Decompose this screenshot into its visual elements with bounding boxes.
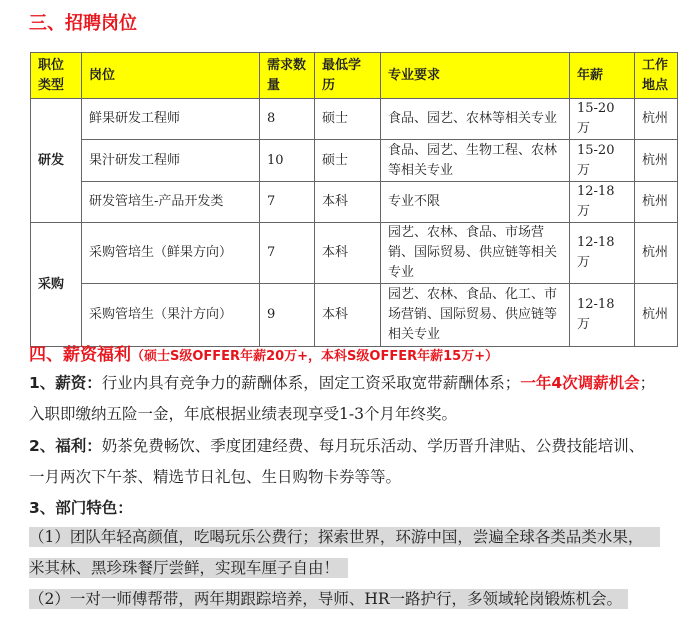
welfare-label: 2、福利： [29,437,102,455]
header-cell: 岗位 [82,53,260,99]
section-title-benefits [29,340,498,365]
table-row [31,182,678,223]
table-cell: 8 [260,99,315,140]
table-cell: 采购管培生（鲜果方向） [82,223,260,284]
header-cell: 工作地点 [635,53,678,99]
welfare-paragraph [29,434,644,456]
table-cell: 本科 [315,182,381,223]
table-cell: 杭州 [635,140,678,182]
table-cell: 10 [260,140,315,182]
table-cell: 本科 [315,223,381,284]
table-cell: 硕士 [315,99,381,140]
table-row [31,223,678,284]
table-cell: 15-20 万 [570,140,635,182]
table-row [31,99,678,140]
table-cell: 食品、园艺、生物工程、农林等相关专业 [381,140,570,182]
dept-feature-2: （2）一对一师傅帮带，两年期跟踪培养，导师、HR一路护行，多领域轮岗锻炼机会。 [29,589,628,609]
table-cell: 专业不限 [381,182,570,223]
dept-feature-1a: （1）团队年轻高颜值，吃喝玩乐公费行；探索世界，环游中国，尝遍全球各类品类水果， [29,527,660,547]
header-cell: 需求数量 [260,53,315,99]
table-cell: 硕士 [315,140,381,182]
category-cell: 研发 [31,99,82,223]
table-cell: 食品、园艺、农林等相关专业 [381,99,570,140]
table-cell: 12-18 万 [570,182,635,223]
header-cell: 职位类型 [31,53,82,99]
table-cell: 研发管培生-产品开发类 [82,182,260,223]
table-cell: 12-18 万 [570,284,635,347]
header-cell: 专业要求 [381,53,570,99]
table-row [31,140,678,182]
salary-paragraph [29,371,655,393]
welfare-line2: 一月两次下午茶、精选节日礼包、生日购物卡券等等。 [29,468,402,486]
table-row [31,284,678,347]
table-cell: 杭州 [635,284,678,347]
table-cell: 12-18 万 [570,223,635,284]
table-cell: 园艺、农林、食品、市场营销、国际贸易、供应链等相关专业 [381,223,570,284]
salary-highlight: 一年4次调薪机会 [520,374,640,392]
table-cell: 果汁研发工程师 [82,140,260,182]
salary-label: 1、薪资： [29,374,102,392]
table-cell: 杭州 [635,99,678,140]
table-cell: 杭州 [635,223,678,284]
salary-text: 行业内具有竞争力的薪酬体系，固定工资采取宽带薪酬体系； [101,374,521,392]
table-cell: 杭州 [635,182,678,223]
table-cell: 9 [260,284,315,347]
table-cell: 鲜果研发工程师 [82,99,260,140]
header-cell: 最低学历 [315,53,381,99]
table-cell: 7 [260,223,315,284]
benefits-subtitle: （硕士S级OFFER年薪20万+，本科S级OFFER年薪15万+） [131,349,499,364]
table-cell: 本科 [315,284,381,347]
welfare-text: 奶茶免费畅饮、季度团建经费、每月玩乐活动、学历晋升津贴、公费技能培训、 [101,437,645,455]
benefits-title: 四、薪资福利 [29,345,131,365]
table-cell: 园艺、农林、食品、化工、市场营销、国际贸易、供应链等相关专业 [381,284,570,347]
section-title-positions: 三、招聘岗位 [29,13,137,34]
dept-label: 3、部门特色： [29,499,133,517]
dept-feature-1b: 米其林、黑珍珠餐厅尝鲜，实现车厘子自由！ [29,558,348,578]
salary-end: ； [639,374,656,392]
salary-line2: 入职即缴纳五险一金，年底根据业绩表现享受1-3个月年终奖。 [29,405,457,423]
positions-table [30,52,678,347]
table-cell: 7 [260,182,315,223]
table-header-row [31,53,678,99]
table-cell: 15-20 万 [570,99,635,140]
header-cell: 年薪 [570,53,635,99]
table-cell: 采购管培生（果汁方向） [82,284,260,347]
category-cell: 采购 [31,223,82,347]
